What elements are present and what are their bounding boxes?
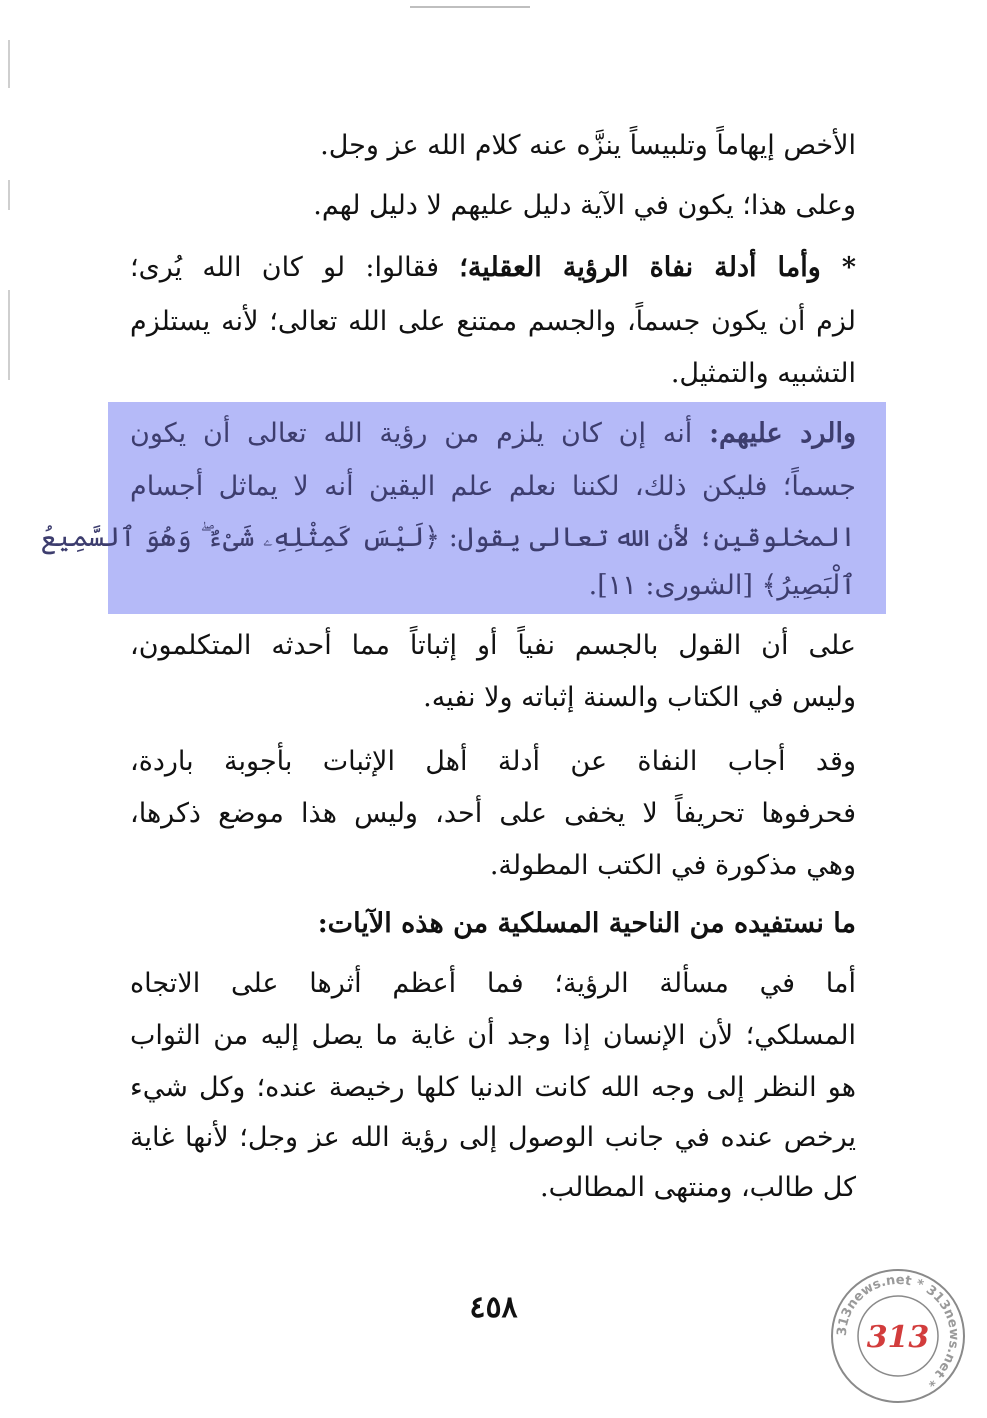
text-line-4: لزم أن يكون جسماً، والجسم ممتنع على الله تعالى؛ لأنه يستلزم bbox=[130, 306, 856, 337]
top-rule bbox=[410, 6, 530, 8]
page-number: ٤٥٨ bbox=[469, 1290, 518, 1325]
verse-reference: [الشورى: ١١]. bbox=[588, 570, 762, 601]
text-line-9 bbox=[130, 566, 856, 606]
text-line-15: أما في مسألة الرؤية؛ فما أعظم أثرها على الاتجاه bbox=[130, 968, 856, 999]
text-line-19: كل طالب، ومنتهى المطالب. bbox=[540, 1172, 856, 1203]
text-line-3-rest: فقالوا: لو كان الله يُرى؛ bbox=[130, 252, 460, 283]
text-line-7: جسماً؛ فليكن ذلك، لكننا نعلم علم اليقين أنه لا يماثل أجسام bbox=[130, 471, 856, 502]
text-line-3 bbox=[130, 248, 856, 288]
text-line-6-rest: أنه إن كان يلزم من رؤية الله تعالى أن يكون bbox=[130, 418, 710, 449]
edge-mark bbox=[8, 180, 10, 210]
edge-mark bbox=[8, 40, 10, 88]
text-line-1: الأخص إيهاماً وتلبيساً ينزَّه عنه كلام الله عز وجل. bbox=[320, 130, 856, 161]
text-line-18: يرخص عنده في جانب الوصول إلى رؤية الله عز وجل؛ لأنها غاية bbox=[130, 1122, 856, 1153]
text-line-2: وعلى هذا؛ يكون في الآية دليل عليهم لا دليل لهم. bbox=[313, 190, 856, 221]
text-line-8 bbox=[40, 518, 856, 558]
text-line-12: وقد أجاب النفاة عن أدلة أهل الإثبات بأجوبة باردة، bbox=[130, 746, 856, 777]
heading-rational-evidence: * وأما أدلة نفاة الرؤية العقلية؛ bbox=[459, 252, 856, 283]
section-heading: ما نستفيده من الناحية المسلكية من هذه الآيات: bbox=[317, 908, 856, 939]
text-line-16: المسلكي؛ لأن الإنسان إذا وجد أن غاية ما يصل إليه من الثواب bbox=[130, 1020, 856, 1051]
text-line-10: على أن القول بالجسم نفياً أو إثباتاً مما أحدثه المتكلمون، bbox=[130, 630, 856, 661]
stamp-center-text: 313 bbox=[866, 1320, 930, 1355]
text-line-17: هو النظر إلى وجه الله كانت الدنيا كلها رخيصة عنده؛ وكل شيء bbox=[130, 1072, 856, 1103]
quran-verse: ﴿لَيْسَ كَمِثْلِهِۦ شَىْءٌ ۖ وَهُوَ ٱلسَّمِيعُ bbox=[40, 522, 441, 553]
text-line-11: وليس في الكتاب والسنة إثباته ولا نفيه. bbox=[423, 682, 856, 713]
heading-response: والرد عليهم: bbox=[709, 418, 856, 449]
text-line-13: فحرفوها تحريفاً لا يخفى على أحد، وليس هذا موضع ذكرها، bbox=[130, 798, 856, 829]
quran-verse-end: ٱلْبَصِيرُ﴾ bbox=[761, 570, 856, 601]
text-line-8-text: المخلوقين؛ لأن الله تعالى يقول: bbox=[440, 522, 856, 553]
watermark-stamp bbox=[828, 1266, 968, 1406]
stamp-ring-text: 313news.net * 313news.net * bbox=[834, 1272, 962, 1390]
text-line-5: التشبيه والتمثيل. bbox=[670, 358, 856, 389]
edge-mark bbox=[8, 290, 10, 380]
text-line-6 bbox=[130, 414, 856, 454]
text-line-14: وهي مذكورة في الكتب المطولة. bbox=[489, 850, 856, 881]
